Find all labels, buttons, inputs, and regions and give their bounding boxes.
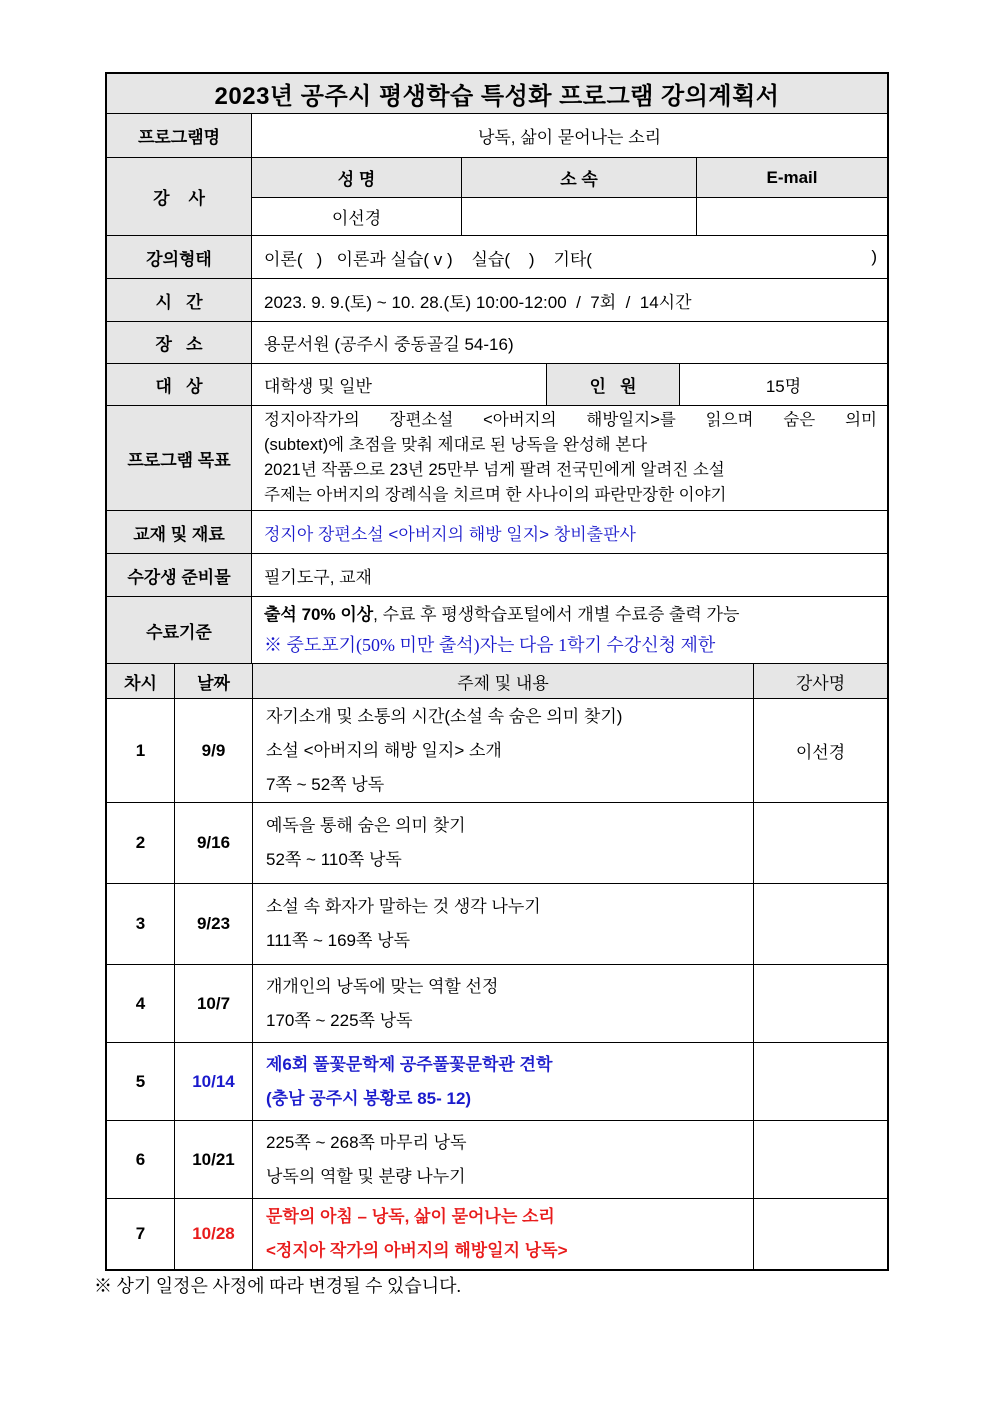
session-topic (253, 884, 754, 964)
lecture-type-options: 이론( ) 이론과 실습( v ) 실습( ) 기타( (264, 249, 592, 269)
session-date: 10/28 (175, 1199, 253, 1269)
place-value: 용문서원 (공주시 중동골길 54-16) (264, 335, 514, 354)
program-goal-label: 프로그램 목표 (107, 406, 252, 510)
session-number: 4 (107, 965, 175, 1042)
time-row (107, 279, 887, 322)
capacity-value: 15명 (765, 377, 802, 396)
completion-row (107, 597, 887, 664)
session-instructor: 이선경 (795, 743, 846, 762)
topic-line: 개개인의 낭독에 맞는 역할 선정 (266, 976, 499, 996)
session-topic (253, 803, 754, 883)
topic-line: 자기소개 및 소통의 시간(소설 속 숨은 의미 찾기) (266, 706, 623, 726)
completion-bold-part: 출석 70% 이상 (264, 605, 374, 624)
name-header: 성 명 (252, 158, 462, 197)
program-goal-text (252, 406, 887, 510)
target-label: 대 상 (107, 364, 252, 405)
schedule-row (107, 1121, 887, 1199)
instructor-value-row (252, 198, 887, 235)
schedule-row (107, 1199, 887, 1269)
schedule-row (107, 803, 887, 884)
email-header: E-mail (697, 158, 887, 197)
affiliation-header: 소 속 (462, 158, 697, 197)
session-number: 6 (107, 1121, 175, 1198)
topic-line: 소설 <아버지의 해방 일지> 소개 (266, 740, 502, 760)
topic-line: 문학의 아침 – 낭독, 삶이 묻어나는 소리 (266, 1207, 555, 1226)
completion-note: ※ 중도포기(50% 미만 출석)자는 다음 1학기 수강신청 제한 (264, 635, 716, 655)
time-value: 2023. 9. 9.(토) ~ 10. 28.(토) 10:00-12:00 / 7회 / 14시간 (264, 292, 692, 312)
session-date: 10/14 (175, 1043, 253, 1120)
target-value: 대학생 및 일반 (252, 364, 547, 405)
completion-label: 수료기준 (107, 597, 252, 663)
topic-line: 170쪽 ~ 225쪽 낭독 (266, 1010, 413, 1030)
topic-line: 낭독의 역할 및 분량 나누기 (266, 1166, 466, 1186)
topic-line: 225쪽 ~ 268쪽 마무리 낭독 (266, 1132, 467, 1152)
footer-note: ※ 상기 일정은 사정에 따라 변경될 수 있습니다. (94, 1276, 461, 1296)
program-goal-row (107, 406, 887, 511)
program-name-value: 낭독, 삶이 묻어나는 소리 (477, 128, 662, 147)
session-instructor (754, 884, 887, 964)
document-title: 2023년 공주시 평생학습 특성화 프로그램 강의계획서 (214, 83, 780, 110)
instructor-section (107, 158, 887, 236)
session-topic (253, 1199, 754, 1269)
session-topic (253, 1043, 754, 1120)
session-instructor (754, 1199, 887, 1269)
goal-line: 2021년 작품으로 23년 25만부 넘게 팔려 전국민에게 알려진 소설 (264, 461, 725, 479)
instructor-subtable (252, 158, 887, 235)
schedule-row (107, 965, 887, 1043)
completion-text (252, 597, 887, 663)
session-number: 1 (107, 699, 175, 802)
topic-line: 제6회 풀꽃문학제 공주풀꽃문학관 견학 (266, 1054, 553, 1074)
lecture-type-value (252, 236, 887, 278)
target-row (107, 364, 887, 406)
email-value (697, 198, 887, 235)
session-topic (253, 699, 754, 802)
supplies-label: 수강생 준비물 (107, 554, 252, 596)
topic-line: 52쪽 ~ 110쪽 낭독 (266, 850, 402, 869)
instructor-column-header: 강사명 (754, 664, 887, 698)
topic-line: 소설 속 화자가 말하는 것 생각 나누기 (266, 897, 541, 916)
materials-label: 교재 및 재료 (107, 511, 252, 553)
instructor-label: 강 사 (107, 158, 252, 235)
topic-column-header: 주제 및 내용 (253, 664, 754, 698)
program-name-label: 프로그램명 (107, 114, 252, 157)
completion-rest-part: , 수료 후 평생학습포털에서 개별 수료증 출력 가능 (373, 605, 740, 624)
session-number: 5 (107, 1043, 175, 1120)
session-column-header: 차시 (107, 664, 175, 698)
session-number: 2 (107, 803, 175, 883)
topic-line: (충남 공주시 봉황로 85- 12) (266, 1088, 472, 1108)
goal-line: 정지아작가의 장편소설 <아버지의 해방일지>를 읽으며 숨은 의미 (264, 411, 877, 429)
capacity-label: 인 원 (547, 364, 680, 405)
schedule-body (107, 699, 887, 1269)
session-instructor (754, 1121, 887, 1198)
session-instructor (754, 965, 887, 1042)
goal-line: 주제는 아버지의 장례식을 치르며 한 사나이의 파란만장한 이야기 (264, 486, 727, 504)
session-date: 10/21 (175, 1121, 253, 1198)
time-label: 시 간 (107, 279, 252, 321)
supplies-row (107, 554, 887, 597)
schedule-row (107, 884, 887, 965)
lecture-type-close-paren: ) (871, 247, 877, 266)
materials-row (107, 511, 887, 554)
schedule-row (107, 1043, 887, 1121)
session-date: 10/7 (175, 965, 253, 1042)
place-label: 장 소 (107, 322, 252, 363)
session-number: 7 (107, 1199, 175, 1269)
session-instructor (754, 803, 887, 883)
session-date: 9/9 (175, 699, 253, 802)
date-column-header: 날짜 (175, 664, 253, 698)
session-topic (253, 965, 754, 1042)
lecture-type-row (107, 236, 887, 279)
topic-line: 예독을 통해 숨은 의미 찾기 (266, 816, 466, 835)
session-instructor (754, 1043, 887, 1120)
topic-line: 111쪽 ~ 169쪽 낭독 (266, 931, 410, 950)
session-topic (253, 1121, 754, 1198)
session-number: 3 (107, 884, 175, 964)
affiliation-value (462, 198, 697, 235)
schedule-header-row (107, 664, 887, 699)
session-date: 9/16 (175, 803, 253, 883)
topic-line: <정지아 작가의 아버지의 해방일지 낭독> (266, 1241, 568, 1260)
completion-line-1 (264, 600, 887, 630)
place-row (107, 322, 887, 364)
lecture-plan-table (105, 72, 889, 1271)
topic-line: 7쪽 ~ 52쪽 낭독 (266, 774, 385, 794)
session-date: 9/23 (175, 884, 253, 964)
schedule-row (107, 699, 887, 803)
document-title-row (107, 74, 887, 114)
supplies-value: 필기도구, 교재 (264, 567, 372, 587)
program-name-row (107, 114, 887, 158)
goal-line: (subtext)에 초점을 맞춰 제대로 된 낭독을 완성해 본다 (264, 436, 648, 454)
instructor-name-value: 이선경 (252, 198, 462, 235)
instructor-header-row (252, 158, 887, 198)
materials-value: 정지아 장편소설 <아버지의 해방 일지> 창비출판사 (264, 524, 636, 544)
lecture-type-label: 강의형태 (107, 236, 252, 278)
